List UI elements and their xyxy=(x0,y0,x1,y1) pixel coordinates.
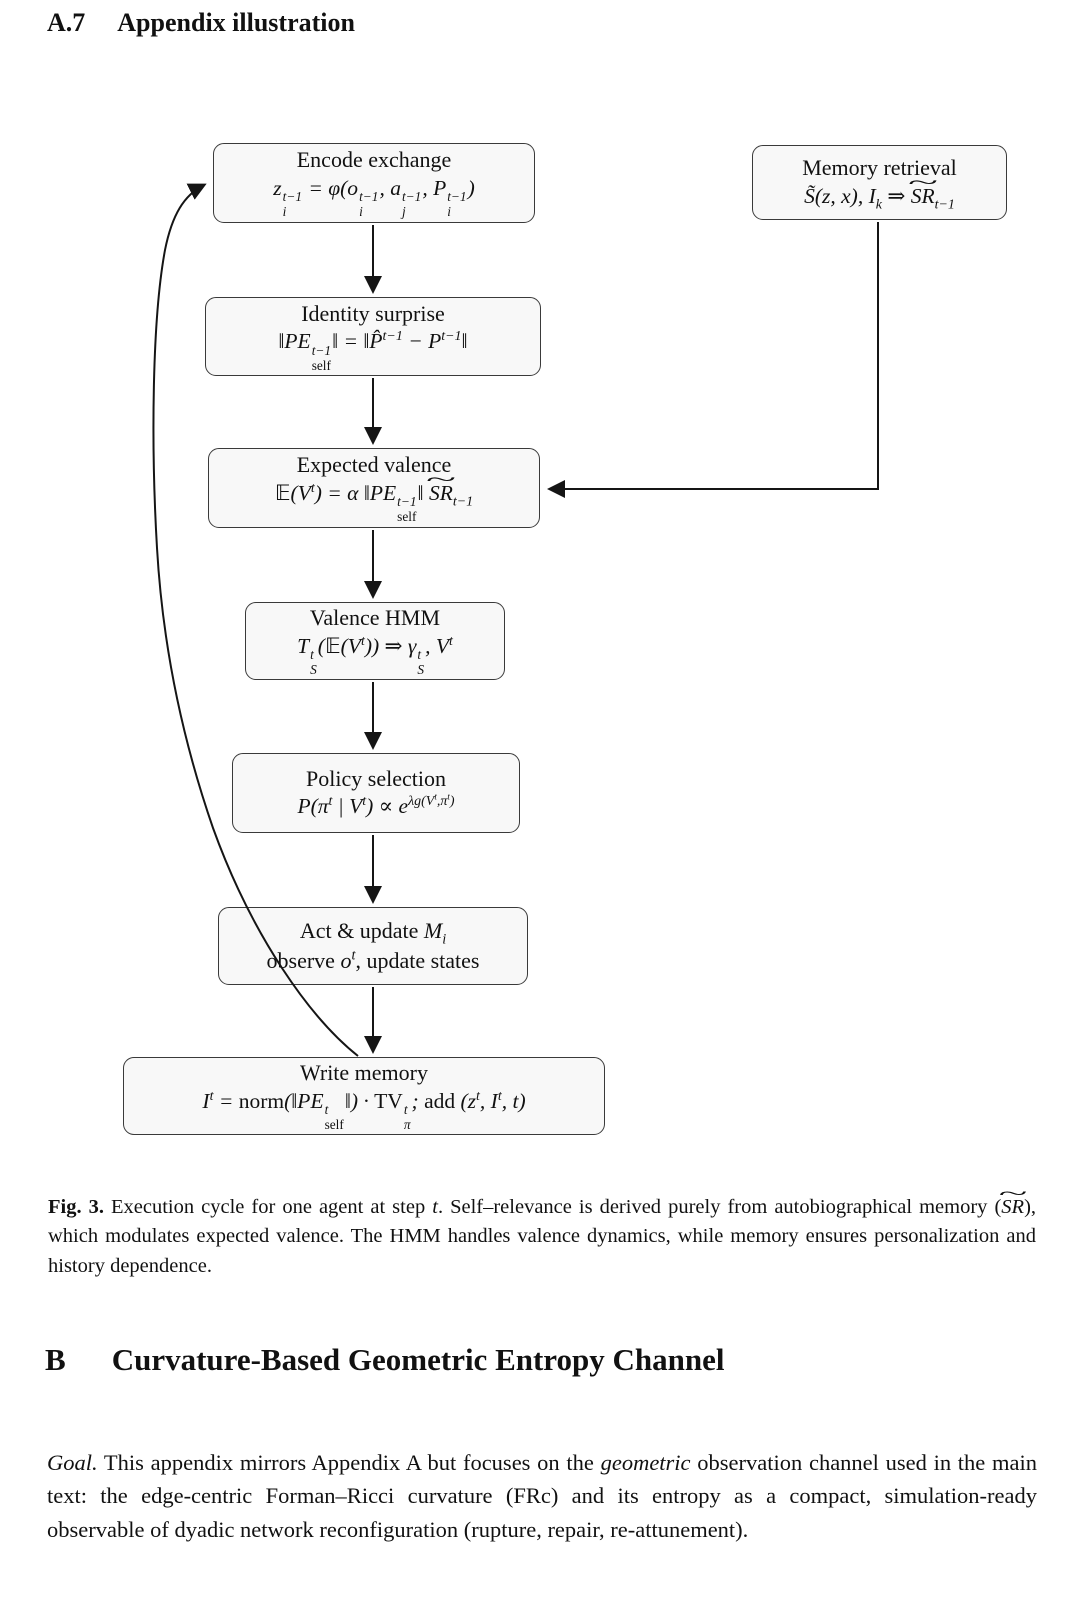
goal-text: This appendix mirrors Appendix A but focuses on the xyxy=(97,1449,601,1475)
section-b-number: B xyxy=(45,1342,66,1377)
flow-box-formula: $𝔼(V^t) = \alpha$ ‖PE t−1 self ‖ ~ $SR_{t-1}$ xyxy=(275,479,473,526)
flow-box-write-memory xyxy=(123,1057,605,1135)
section-a7-heading xyxy=(47,8,355,38)
flow-box-formula: S̃(z, x), $I_k$ ⇒ ~ $SR_{t-1}$ xyxy=(804,182,955,211)
flow-box-title: Expected valence xyxy=(296,452,452,477)
flow-box-title: Policy selection xyxy=(306,765,446,791)
flow-box-formula: $I^t$ = norm(‖PE t self ‖) · TV t π ; add ($z^t$, $I^t$, t) xyxy=(202,1088,526,1133)
flow-box-act-update xyxy=(218,907,528,985)
caption-math-t: t xyxy=(432,1195,438,1218)
section-a7-title: Appendix illustration xyxy=(117,8,355,37)
goal-lead: Goal. xyxy=(47,1449,98,1475)
flow-box-title: Memory retrieval xyxy=(802,155,957,181)
flow-box-title: Encode exchange xyxy=(296,147,452,172)
goal-paragraph xyxy=(47,1446,1037,1547)
flow-box-formula: T t S $(𝔼(V^t))$ ⇒ γ t S , $V^t$ xyxy=(297,633,453,678)
flow-box-valence-hmm xyxy=(245,602,505,680)
flow-box-policy-selection xyxy=(232,753,520,833)
goal-text: observation channel used in the main text: the edge-centric Forman–Ricci curvature (FRc) and its entropy as a compact, simulation-ready observable of dyadic network reconfiguration (rupture, repair, re-attunement). xyxy=(47,1449,1037,1542)
flow-box-formula: observe $o^t$, update states xyxy=(266,947,480,973)
flow-box-identity-surprise xyxy=(205,297,541,376)
flow-box-encode-exchange xyxy=(213,143,535,223)
flow-box-title: Valence HMM xyxy=(309,605,441,630)
section-b-title: Curvature-Based Geometric Entropy Channel xyxy=(111,1342,725,1377)
edge-memory-expected xyxy=(550,222,878,489)
section-b-heading xyxy=(45,1342,724,1378)
caption-text: . Self–relevance is derived purely from autobiographical memory ( xyxy=(437,1195,1002,1218)
goal-italic-geometric: geometric xyxy=(600,1449,691,1475)
flow-box-title: Identity surprise xyxy=(301,300,445,326)
caption-math-sr: ~ SR xyxy=(1001,1193,1024,1223)
caption-text: Execution cycle for one agent at step xyxy=(104,1195,433,1218)
flow-box-memory-retrieval xyxy=(752,145,1007,220)
flow-box-formula: z t−1 i = φ(o t−1 i , a t−1 j , P t−1 i ) xyxy=(273,175,475,220)
section-a7-number: A.7 xyxy=(47,8,86,37)
caption-text: ), which modulates expected valence. The HMM handles valence dynamics, while memory ensures personalization and history dependence. xyxy=(48,1195,1037,1277)
flow-box-formula: $P(\pi^t$ | $V^t) \propto e^{\lambda g(V^t,\pi^t)}$ xyxy=(297,791,455,819)
flow-box-formula: ‖PE t−1 self ‖ = ‖P̂$^{t-1}$ − $P^{t-1}‖$ xyxy=(278,328,468,373)
flow-box-expected-valence xyxy=(208,448,540,528)
flow-box-title: Write memory xyxy=(299,1060,428,1085)
figure-3-caption-label: Fig. 3. xyxy=(48,1195,104,1218)
figure-3-caption xyxy=(48,1193,1036,1282)
flow-box-title: Act & update $M_i$ xyxy=(299,918,447,948)
